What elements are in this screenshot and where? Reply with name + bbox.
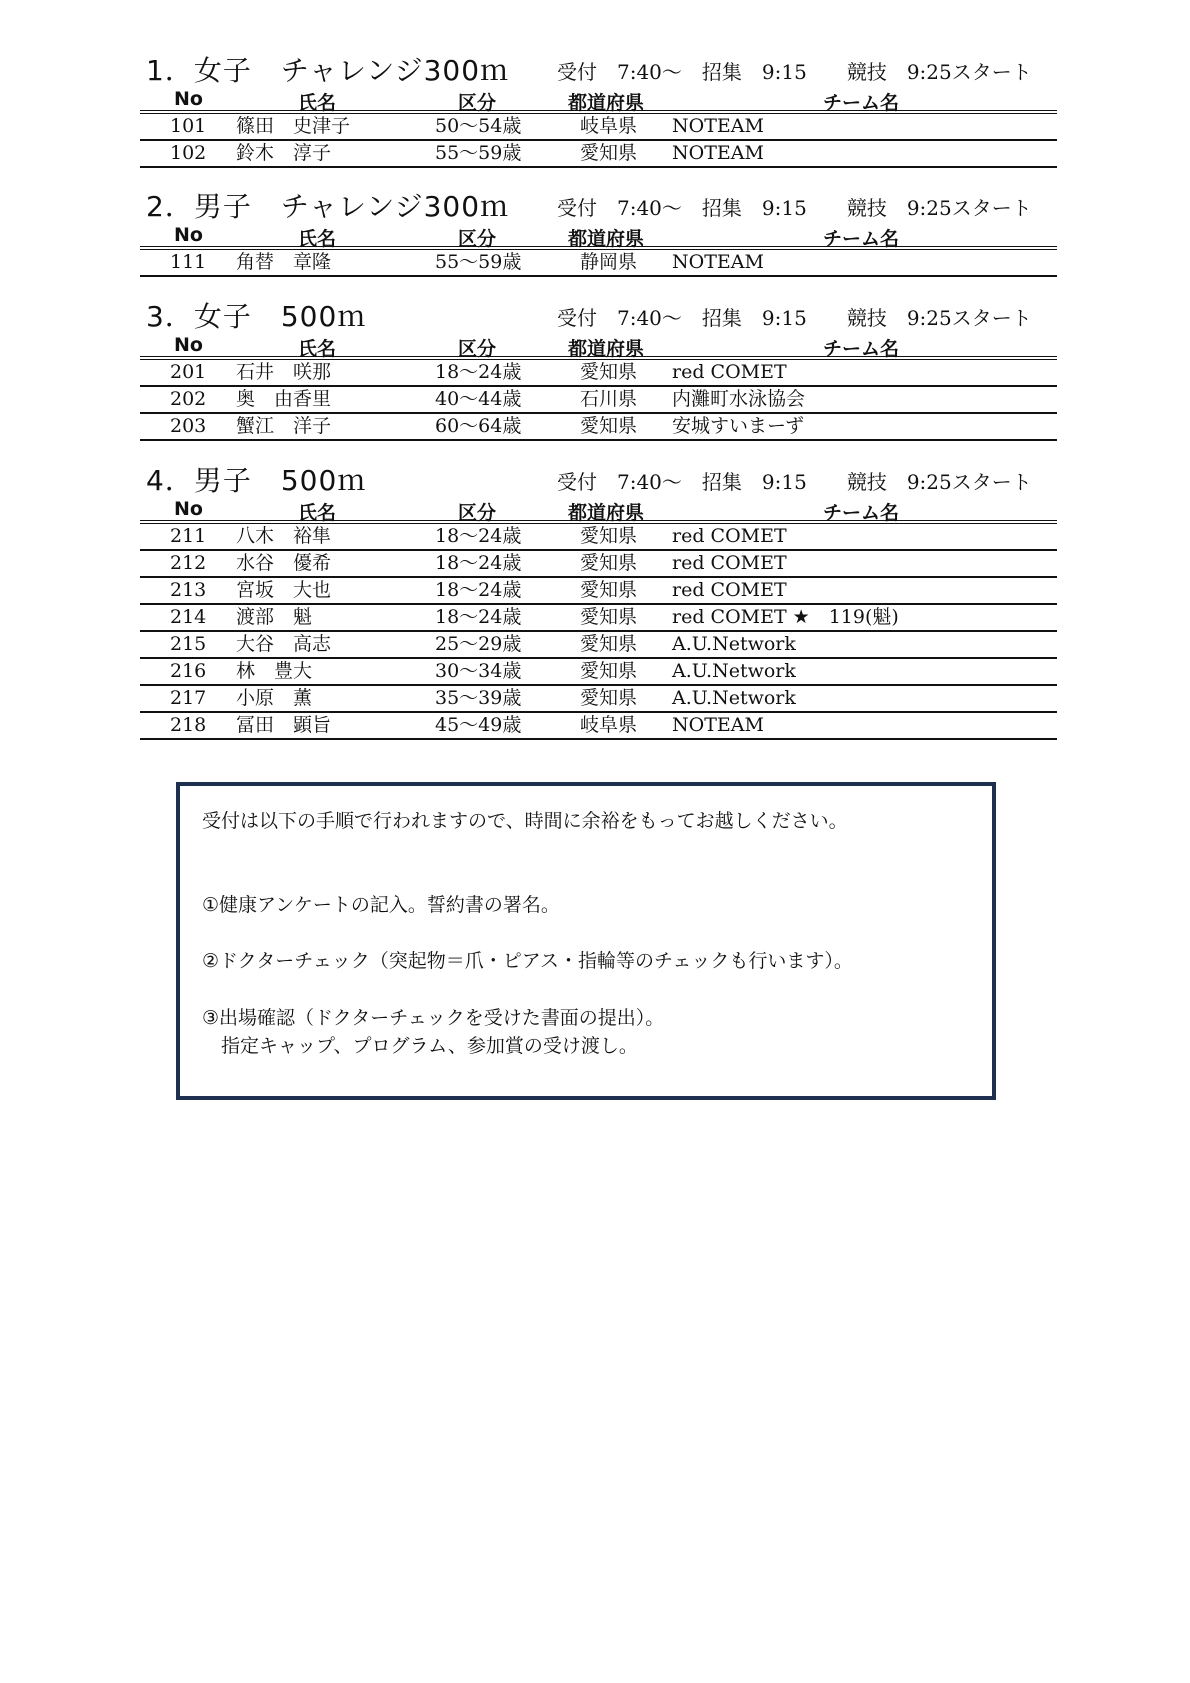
cell-name: 石井 咲那 [236,361,332,383]
cell-team: A.U.Network [672,633,796,655]
cell-no: 201 [170,361,207,383]
cell-division: 40～44歳 [435,388,522,410]
cell-team: NOTEAM [672,142,764,164]
table-row [140,686,1057,713]
cell-prefecture: 愛知県 [580,687,638,709]
cell-no: 101 [170,115,207,137]
header-prefecture: 都道府県 [568,338,645,360]
cell-team: red COMET [672,552,787,574]
cell-prefecture: 愛知県 [580,660,638,682]
cell-team: A.U.Network [672,660,796,682]
notice-box [176,782,996,1100]
cell-team: 内灘町水泳協会 [672,388,806,410]
cell-team: NOTEAM [672,251,764,273]
cell-division: 45～49歳 [435,714,522,736]
header-no: No [174,88,203,110]
cell-team: NOTEAM [672,714,764,736]
cell-no: 214 [170,606,207,628]
notice-intro: 受付は以下の手順で行われますので、時間に余裕をもってお越しください。 [202,810,848,832]
cell-prefecture: 愛知県 [580,525,638,547]
table-row [140,414,1057,441]
cell-name: 鈴木 淳子 [236,142,332,164]
cell-prefecture: 愛知県 [580,361,638,383]
cell-division: 18～24歳 [435,579,522,601]
cell-division: 55～59歳 [435,142,522,164]
cell-name: 林 豊大 [236,660,313,682]
cell-name: 蟹江 洋子 [236,415,332,437]
cell-name: 奥 由香里 [236,388,332,410]
header-prefecture: 都道府県 [568,228,645,250]
cell-no: 218 [170,714,207,736]
cell-division: 18～24歳 [435,361,522,383]
cell-name: 大谷 高志 [236,633,332,655]
header-no: No [174,334,203,356]
header-team: チーム名 [823,228,900,250]
cell-team: A.U.Network [672,687,796,709]
table-row [140,551,1057,578]
header-name: 氏名 [298,338,337,360]
cell-name: 八木 裕隼 [236,525,332,547]
table-row [140,141,1057,168]
table-row [140,524,1057,551]
cell-division: 18～24歳 [435,525,522,547]
table-header [140,334,1057,360]
cell-prefecture: 愛知県 [580,579,638,601]
cell-division: 25～29歳 [435,633,522,655]
cell-prefecture: 岐阜県 [580,714,638,736]
header-prefecture: 都道府県 [568,502,645,524]
cell-no: 213 [170,579,207,601]
cell-prefecture: 愛知県 [580,633,638,655]
cell-prefecture: 愛知県 [580,142,638,164]
header-name: 氏名 [298,502,337,524]
cell-team: red COMET ★ 119(魁) [672,606,899,628]
header-division: 区分 [458,338,497,360]
notice-step-3-detail: 指定キャップ、プログラム、参加賞の受け渡し。 [202,1035,638,1057]
header-team: チーム名 [823,92,900,114]
table-row [140,360,1057,387]
cell-name: 宮坂 大也 [236,579,332,601]
section-title: 4．男子 500ｍ [146,464,367,497]
cell-division: 50～54歳 [435,115,522,137]
header-prefecture: 都道府県 [568,92,645,114]
cell-division: 18～24歳 [435,606,522,628]
cell-no: 102 [170,142,207,164]
cell-name: 水谷 優希 [236,552,332,574]
cell-team: red COMET [672,361,787,383]
cell-division: 35～39歳 [435,687,522,709]
table-row [140,114,1057,141]
cell-division: 60～64歳 [435,415,522,437]
table-row [140,659,1057,686]
section-2 [140,190,1057,277]
table-row [140,387,1057,414]
table-header [140,224,1057,250]
notice-step-1: ①健康アンケートの記入。誓約書の署名。 [202,894,560,916]
header-team: チーム名 [823,502,900,524]
header-name: 氏名 [298,92,337,114]
cell-no: 203 [170,415,207,437]
section-schedule: 受付 7:40～ 招集 9:15 競技 9:25スタート [557,196,1032,220]
header-no: No [174,498,203,520]
cell-no: 211 [170,525,207,547]
cell-division: 55～59歳 [435,251,522,273]
section-schedule: 受付 7:40～ 招集 9:15 競技 9:25スタート [557,60,1032,84]
notice-step-3: ③出場確認（ドクターチェックを受けた書面の提出）。 [202,1007,665,1029]
table-row [140,578,1057,605]
header-division: 区分 [458,502,497,524]
cell-team: NOTEAM [672,115,764,137]
header-division: 区分 [458,228,497,250]
cell-team: red COMET [672,525,787,547]
section-3 [140,300,1057,441]
section-1 [140,54,1057,168]
header-name: 氏名 [298,228,337,250]
cell-no: 216 [170,660,207,682]
section-title: 1．女子 チャレンジ300ｍ [146,54,510,87]
cell-prefecture: 愛知県 [580,415,638,437]
cell-name: 渡部 魁 [236,606,313,628]
cell-prefecture: 愛知県 [580,552,638,574]
cell-prefecture: 静岡県 [580,251,638,273]
cell-prefecture: 石川県 [580,388,638,410]
section-schedule: 受付 7:40～ 招集 9:15 競技 9:25スタート [557,470,1032,494]
cell-no: 212 [170,552,207,574]
cell-team: red COMET [672,579,787,601]
cell-no: 202 [170,388,207,410]
cell-no: 215 [170,633,207,655]
header-team: チーム名 [823,338,900,360]
table-header [140,88,1057,114]
table-row [140,632,1057,659]
cell-prefecture: 愛知県 [580,606,638,628]
header-division: 区分 [458,92,497,114]
table-row [140,605,1057,632]
cell-no: 111 [170,251,207,273]
cell-prefecture: 岐阜県 [580,115,638,137]
section-title: 3．女子 500ｍ [146,300,367,333]
cell-name: 小原 薫 [236,687,313,709]
cell-team: 安城すいまーず [672,415,805,437]
cell-name: 冨田 顕旨 [236,714,332,736]
header-no: No [174,224,203,246]
cell-no: 217 [170,687,207,709]
cell-name: 角替 章隆 [236,251,332,273]
notice-step-2: ②ドクターチェック（突起物＝爪・ピアス・指輪等のチェックも行います）。 [202,950,853,972]
table-row [140,713,1057,740]
section-schedule: 受付 7:40～ 招集 9:15 競技 9:25スタート [557,306,1032,330]
cell-division: 18～24歳 [435,552,522,574]
table-header [140,498,1057,524]
table-row [140,250,1057,277]
section-title: 2．男子 チャレンジ300ｍ [146,190,510,223]
cell-division: 30～34歳 [435,660,522,682]
cell-name: 篠田 史津子 [236,115,351,137]
section-4 [140,464,1057,740]
